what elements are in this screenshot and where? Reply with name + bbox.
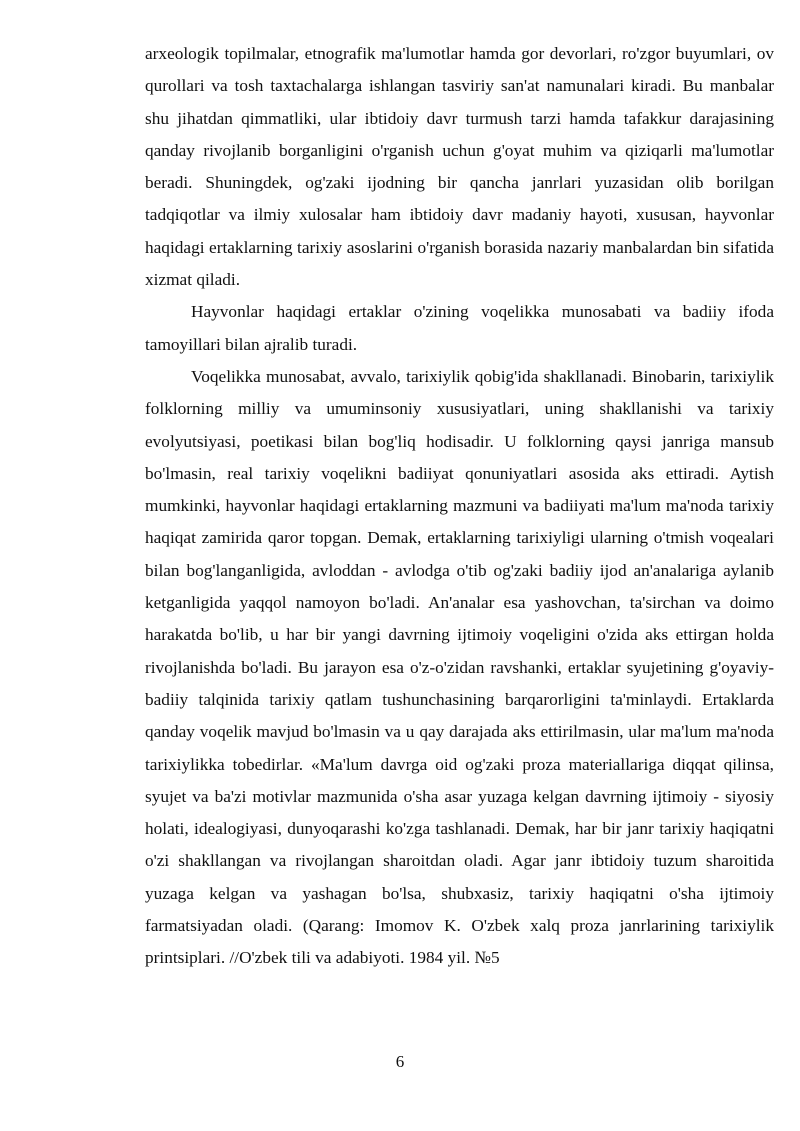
paragraph-1: arxeologik topilmalar, etnografik ma'lumotlar hamda gor devorlari, ro'zgor buyumlari, ov qurollari va tosh taxtachalarga ishlangan tasviriy san'at namunalari kiradi. Bu manbalar shu jihatdan qimmatliki, ular ibtidoiy davr turmush tarzi hamda tafakkur darajasining qanday rivojlanib borganligini o'rganish uchun g'oyat muhim va qiziqarli ma'lumotlar beradi. Shuningdek, og'zaki ijodning bir qancha janrlari yuzasidan olib borilgan tadqiqotlar va ilmiy xulosalar ham ibtidoiy davr madaniy hayoti, xususan, hayvonlar haqidagi ertaklarning tarixiy asoslarini o'rganish borasida nazariy manbalardan bin sifatida xizmat qiladi. (145, 44, 774, 290)
document-page (145, 38, 774, 975)
paragraph-3: Voqelikka munosabat, avvalo, tarixiylik qobig'ida shakllanadi. Binobarin, tarixiylik folklorning milliy va umuminsoniy xususiyatlari, uning shakllanishi va tarixiy evolyutsiyasi, poetikasi bilan bog'liq hodisadir. U folklorning qaysi janriga mansub bo'lmasin, real tarixiy voqelikni badiiyat qonuniyatlari asosida aks ettiradi. Aytish mumkinki, hayvonlar haqidagi ertaklarning mazmuni va badiiyati ma'lum ma'noda tarixiy haqiqat zamirida qaror topgan. Demak, ertaklarning tarixiyligi ularning o'tmish voqealari bilan bog'langanligida, avloddan - avlodga o'tib og'zaki badiiy ijod an'analariga aylanib ketganligida yaqqol namoyon bo'ladi. An'analar esa yashovchan, ta'sirchan va doimo harakatda bo'lib, u har bir yangi davrning ijtimoiy voqeligini o'zida aks ettirgan holda rivojlanishda bo'ladi. Bu jarayon esa o'z-o'zidan ravshanki, ertaklar syujetining g'oyaviy-badiiy talqinida tarixiy qatlam tushunchasining barqarorligini ta'minlaydi. Ertaklarda qanday voqelik mavjud bo'lmasin va u qay darajada aks ettirilmasin, ular ma'lum ma'noda tarixiylikka tobedirlar. «Ma'lum davrga oid og'zaki proza materiallariga diqqat qilinsa, syujet va ba'zi motivlar mazmunida o'sha asar yuzaga kelgan davrning ijtimoiy - siyosiy holati, idealogiyasi, dunyoqarashi ko'zga tashlanadi. Demak, har bir janr tarixiy haqiqatni o'zi shakllangan va rivojlangan sharoitdan oladi. Agar janr ibtidoiy tuzum sharoitida yuzaga kelgan va yashagan bo'lsa, shubxasiz, tarixiy haqiqatni o'sha ijtimoiy farmatsiyadan oladi. (Qarang: Imomov K. O'zbek xalq proza janrlarining tarixiylik printsiplari. //O'zbek tili va adabiyoti. 1984 yil. №5 (145, 366, 774, 968)
page-number: 6 (395, 1052, 405, 1071)
paragraph-2: Hayvonlar haqidagi ertaklar o'zining voqelikka munosabati va badiiy ifoda tamoyillari bilan ajralib turadi. (145, 302, 774, 354)
